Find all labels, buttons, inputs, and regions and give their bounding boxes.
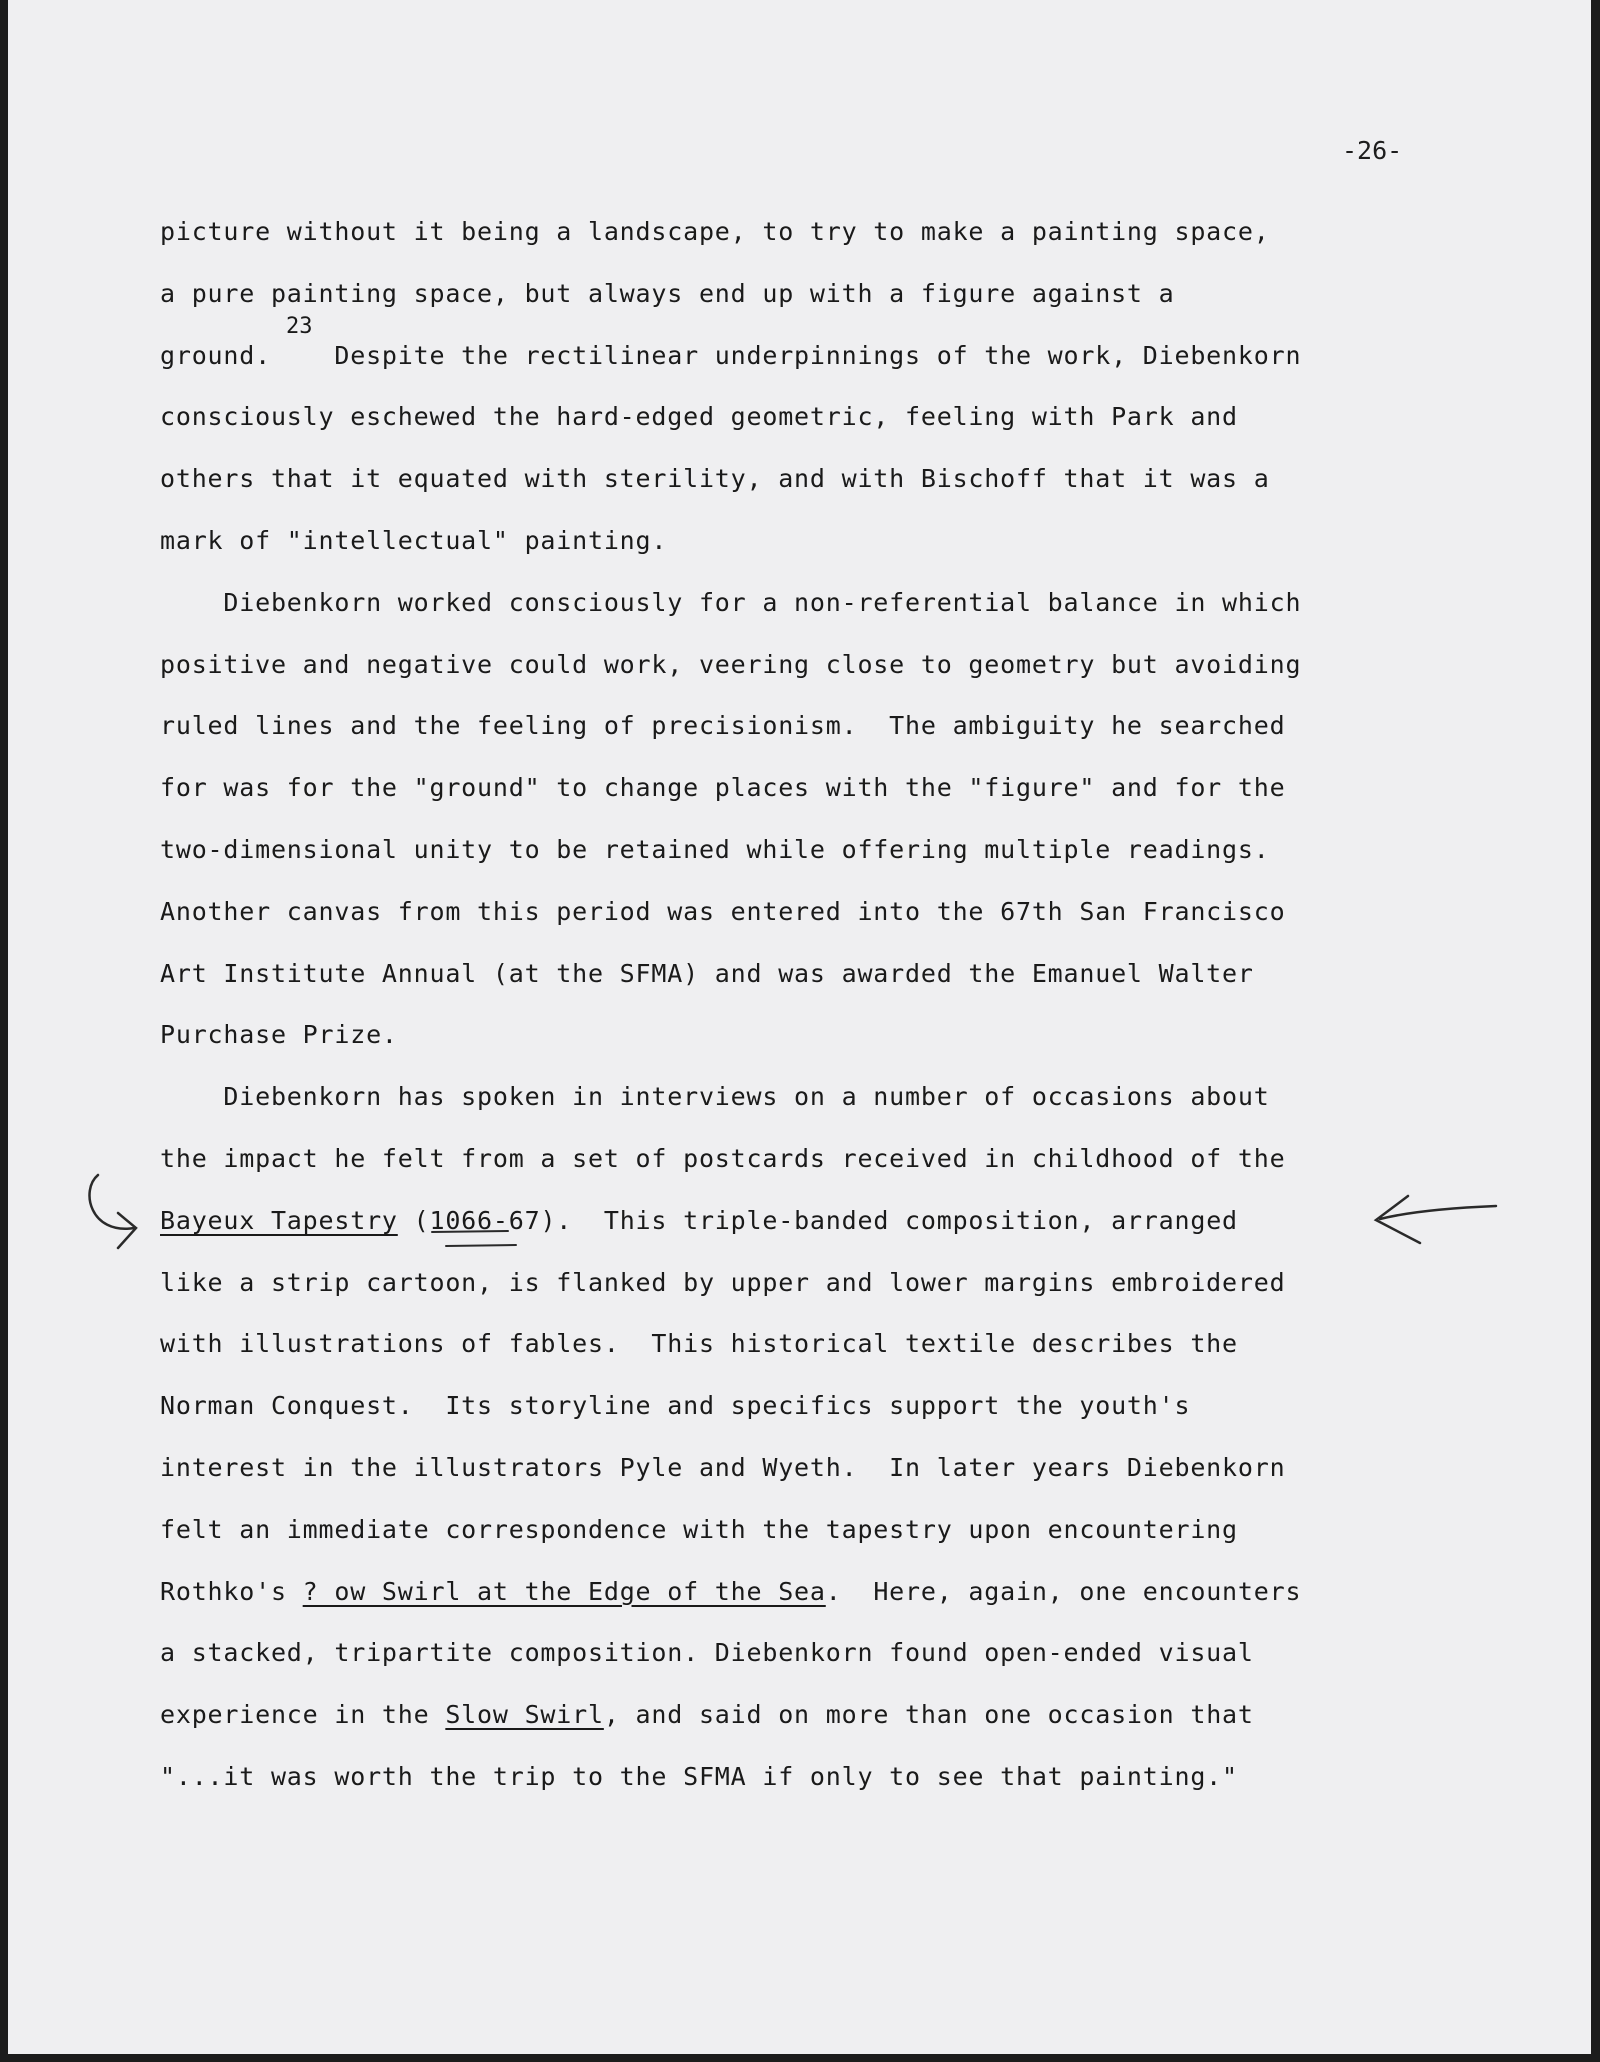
text-segment: the impact he felt from a set of postcards received in childhood of the: [160, 1144, 1286, 1173]
text-segment: felt an immediate correspondence with the tapestry upon encountering: [160, 1514, 1238, 1544]
text-segment: picture without it being a landscape, to try to make a painting space,: [160, 217, 1270, 246]
text-segment: like a strip cartoon, is flanked by upper and lower margins embroidered: [160, 1267, 1286, 1297]
text-segment: others that it equated with sterility, and with Bischoff that it was a: [160, 464, 1270, 494]
document-page: [8, 0, 1591, 2054]
text-segment: Art Institute Annual (at the SFMA) and was awarded the Emanuel Walter: [160, 958, 1254, 988]
text-segment: experience in the: [160, 1700, 446, 1730]
text-segment: , and said on more than one occasion that: [603, 1700, 1254, 1730]
text-segment: Purchase Prize.: [160, 1020, 398, 1050]
text-segment: Norman Conquest. Its storyline and specifics support the youth's: [160, 1391, 1191, 1421]
text-segment: Another canvas from this period was entered into the 67th San Francisco: [160, 896, 1286, 926]
text-segment: interest in the illustrators Pyle and Wyeth. In later years Diebenkorn: [160, 1453, 1286, 1482]
text-segment: . Here, again, one encounters: [825, 1576, 1302, 1606]
date-double-underline: [432, 1231, 516, 1246]
underlined-title: Bayeux Tapestry: [160, 1205, 398, 1235]
text-segment: two-dimensional unity to be retained while offering multiple readings.: [160, 835, 1270, 864]
text-segment: a pure painting space, but always end up with a figure against a: [160, 278, 1175, 308]
handwritten-annotations: [8, 0, 1591, 2054]
page-number: -26-: [1342, 136, 1403, 165]
text-segment: for was for the "ground" to change places with the "figure" and for the: [160, 773, 1286, 803]
left-curved-arrow-icon: [90, 1175, 136, 1248]
text-segment: ruled lines and the feeling of precisionism. The ambiguity he searched: [160, 711, 1286, 741]
text-segment: (1066-67). This triple-banded composition, arranged: [397, 1205, 1238, 1235]
text-segment: ground. Despite the rectilinear underpinnings of the work, Diebenkorn: [160, 340, 1302, 370]
text-segment: "...it was worth the trip to the SFMA if only to see that painting.": [160, 1762, 1238, 1791]
text-segment: positive and negative could work, veering close to geometry but avoiding: [160, 649, 1302, 679]
underlined-title: Slow Swirl: [445, 1700, 604, 1730]
text-segment: a stacked, tripartite composition. Diebenkorn found open-ended visual: [160, 1638, 1254, 1668]
text-segment: mark of "intellectual" painting.: [160, 526, 668, 555]
text-segment: Rothko's: [160, 1576, 303, 1606]
text-segment: Diebenkorn worked consciously for a non-referential balance in which: [160, 587, 1302, 617]
text-segment: consciously eschewed the hard-edged geometric, feeling with Park and: [160, 402, 1238, 432]
text-segment: Diebenkorn has spoken in interviews on a number of occasions about: [160, 1082, 1270, 1112]
footnote-reference: 23: [286, 314, 313, 339]
text-segment: with illustrations of fables. This historical textile describes the: [160, 1329, 1238, 1359]
right-arrow-icon: [1376, 1196, 1496, 1243]
underlined-title: ? ow Swirl at the Edge of the Sea: [302, 1576, 826, 1606]
